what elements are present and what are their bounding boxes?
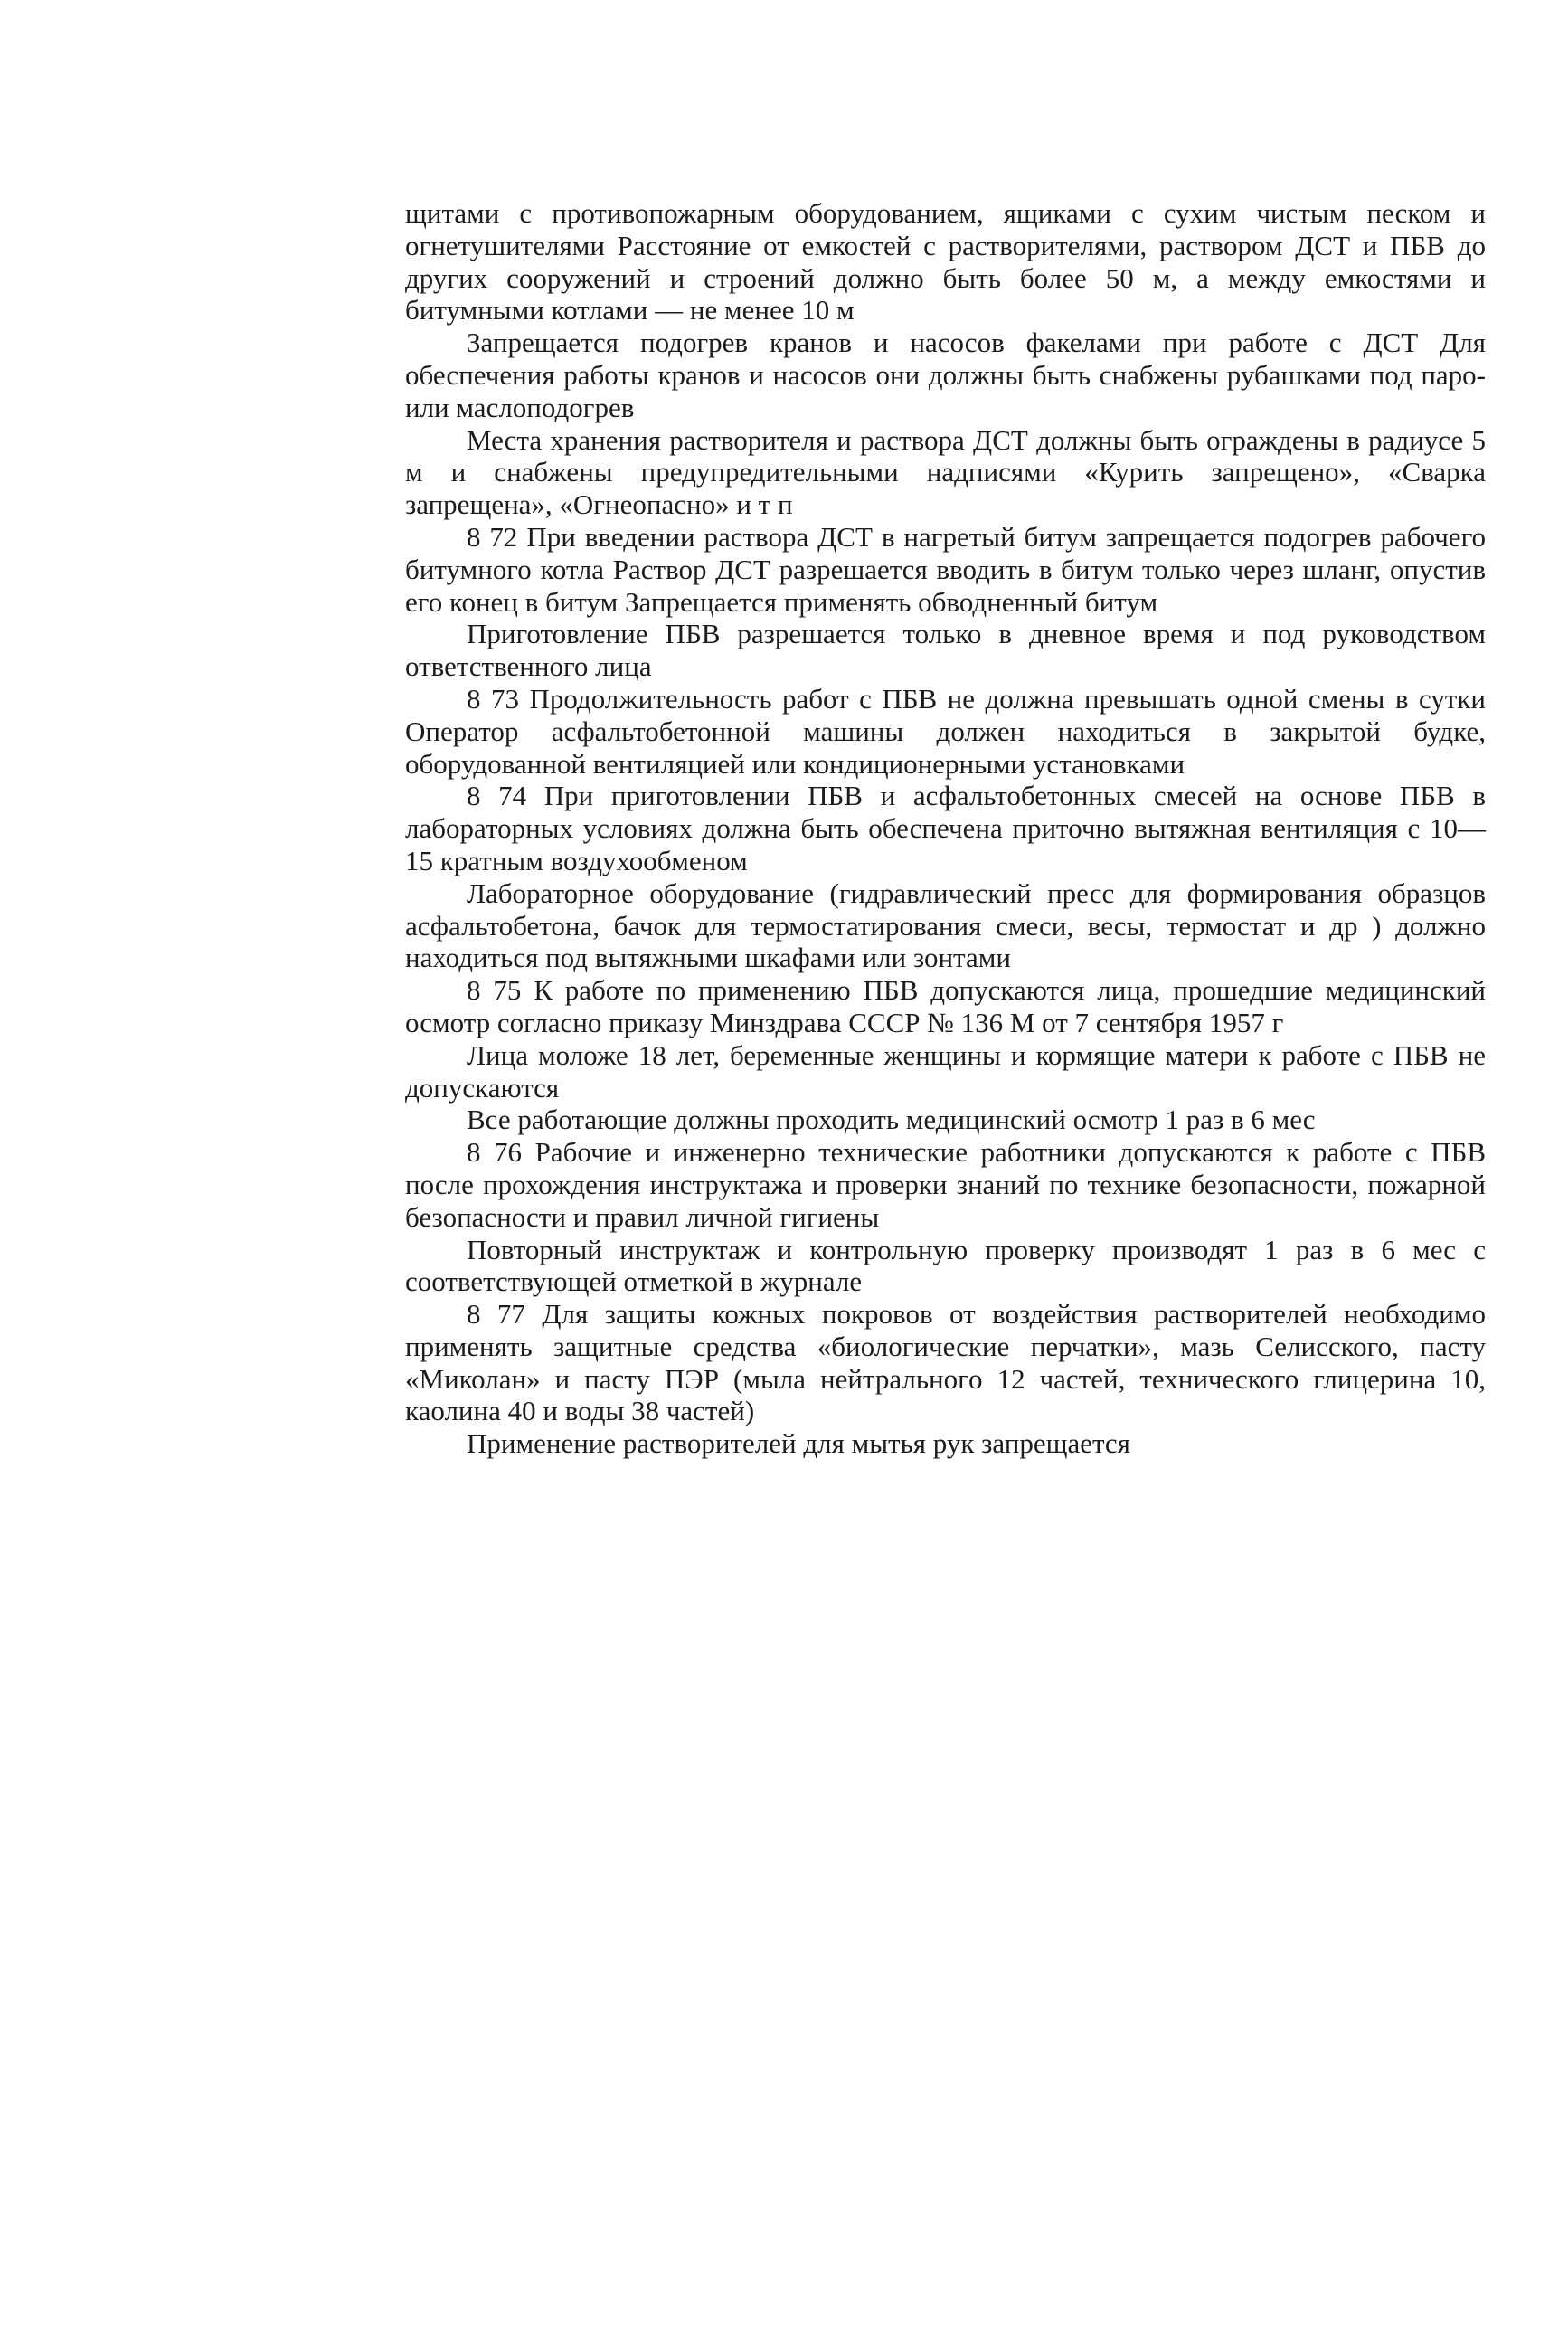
paragraph-text: При введении раствора ДСТ в нагретый битум запрещается подогрев рабочего битумного котла Раствор ДСТ разрешается вводить в битум только через шланг, опустив его конец в битум Запрещается применять обводненный битум (405, 520, 1487, 618)
paragraph-text: К работе по применению ПБВ допускаются лица, прошедшие медицинский осмотр согласно приказу Минздрава СССР № 136 М от 7 сентября 1957 г (405, 974, 1487, 1038)
section-number: 8 73 (467, 682, 519, 715)
paragraph-text: Для защиты кожных покровов от воздействия растворителей необходимо применять защитные средства «биологические перчатки», мазь Селисского, пасту «Миколан» и пасту ПЭР (мыла нейтрального 12 частей, технического глицерина 10, каолина 40 и воды 38 частей) (405, 1298, 1486, 1427)
paragraph (405, 1234, 1486, 1299)
paragraph (405, 1298, 1486, 1427)
section-number: 8 76 (467, 1136, 523, 1169)
paragraph (405, 1427, 1486, 1460)
paragraph (405, 780, 1486, 876)
paragraph-text: Повторный инструктаж и контрольную проверку производят 1 раз в 6 мес с соответствующей отметкой в журнале (405, 1233, 1486, 1298)
paragraph (405, 327, 1486, 423)
paragraph-text: Запрещается подогрев кранов и насосов факелами при работе с ДСТ Для обеспечения работы кранов и насосов они должны быть снабжены рубашками под паро- или маслоподогрев (405, 327, 1486, 423)
section-number: 8 72 (467, 520, 518, 553)
paragraph-text: Лабораторное оборудование (гидравлический пресс для формирования образцов асфальтобетона, бачок для термостатирования смеси, весы, термостат и др ) должно находиться под вытяжными шкафами или зонтами (405, 876, 1486, 974)
paragraph-text: Применение растворителей для мытья рук запрещается (467, 1427, 1130, 1460)
paragraph-text: При приготовлении ПБВ и асфальтобетонных смесей на основе ПБВ в лабораторных условиях должна быть обеспечена приточно вытяжная вентиляция с 10—15 кратным воздухообменом (405, 780, 1486, 876)
paragraph (405, 974, 1486, 1039)
section-number: 8 77 (467, 1298, 525, 1331)
paragraph-text: Приготовление ПБВ разрешается только в дневное время и под руководством ответственного лица (405, 618, 1486, 683)
paragraph (405, 1136, 1486, 1233)
paragraph (405, 877, 1486, 974)
section-number: 8 74 (467, 780, 527, 812)
paragraph (405, 1104, 1486, 1136)
paragraph-text: Рабочие и инженерно технические работники допускаются к работе с ПБВ после прохождения инструктажа и проверки знаний по технике безопасности, пожарной безопасности и правил личной гигиены (405, 1136, 1487, 1233)
paragraph-text: щитами с противопожарным оборудованием, ящиками с сухим чистым песком и огнетушителями Расстояние от емкостей с растворителями, раствором ДСТ и ПБВ до других сооружений и строений должно быть более 50 м, а между емкостями и битумными котлами — не менее 10 м (405, 197, 1486, 327)
document-page (405, 197, 1486, 1460)
paragraph (405, 521, 1486, 618)
paragraph-text: Лица моложе 18 лет, беременные женщины и кормящие матери к работе с ПБВ не допускаются (405, 1038, 1486, 1104)
paragraph (405, 618, 1486, 683)
paragraph-text: Продолжительность работ с ПБВ не должна превышать одной смены в сутки Оператор асфальтобетонной машины должен находиться в закрытой будке, оборудованной вентиляцией или кондиционерными установками (405, 682, 1486, 780)
paragraph-text: Места хранения растворителя и раствора ДСТ должны быть ограждены в радиусе 5 м и снабжены предупредительными надписями «Курить запрещено», «Сварка запрещена», «Огнеопасно» и т п (405, 423, 1486, 521)
paragraph-text: Все работающие должны проходить медицинский осмотр 1 раз в 6 мес (467, 1104, 1316, 1136)
paragraph (405, 1039, 1486, 1104)
paragraph (405, 197, 1486, 327)
paragraph (405, 683, 1486, 780)
paragraph (405, 424, 1486, 521)
section-number: 8 75 (467, 974, 522, 1007)
